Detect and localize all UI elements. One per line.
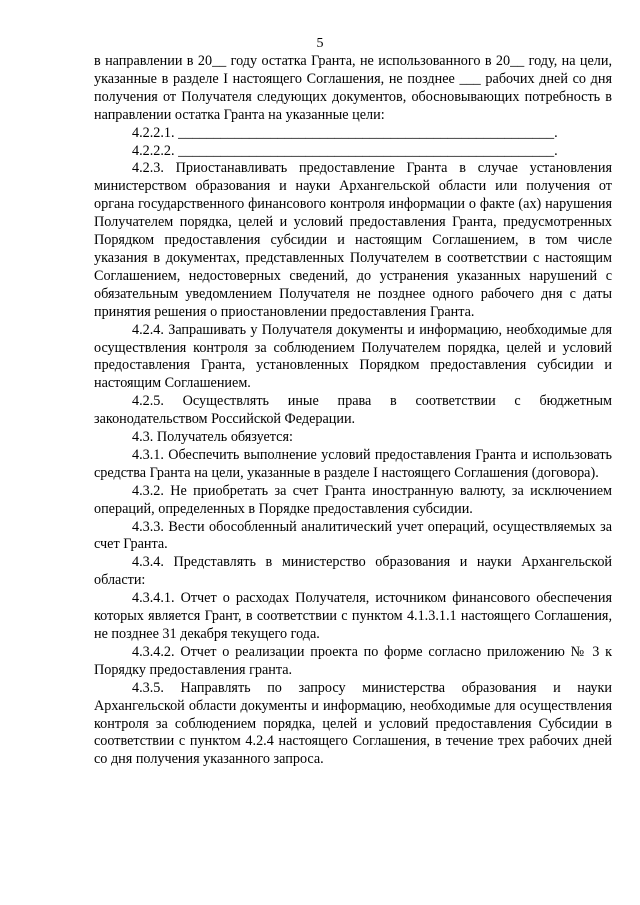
paragraph-4-2-5: 4.2.5. Осуществлять иные права в соответствии с бюджетным законодательством Российской Федерации. bbox=[94, 393, 612, 428]
page-number: 5 bbox=[316, 36, 324, 51]
paragraph-4-3-1: 4.3.1. Обеспечить выполнение условий предоставления Гранта и использовать средства Гранта на цели, указанные в разделе I настоящего Соглашения (договора). bbox=[94, 446, 612, 481]
paragraph-4-3-4-2: 4.3.4.2. Отчет о реализации проекта по форме согласно приложению № 3 к Порядку предоставления гранта. bbox=[94, 643, 612, 678]
paragraph-4-2-4: 4.2.4. Запрашивать у Получателя документы и информацию, необходимые для осуществления контроля за соблюдением Получателем порядка, целей и условий предоставления Гранта, установленных Порядком предоставления субсидии и настоящим Соглашением. bbox=[94, 321, 612, 392]
paragraph-4-3-4: 4.3.4. Представлять в министерство образования и науки Архангельской области: bbox=[94, 554, 612, 589]
paragraph-4-3-3: 4.3.3. Вести обособленный аналитический учет операций, осуществляемых за счет Гранта. bbox=[94, 518, 612, 553]
paragraph-4-2-2-1: 4.2.2.1. _____________________________________________________. bbox=[132, 124, 558, 141]
paragraph-4-2-2-2: 4.2.2.2. _____________________________________________________. bbox=[132, 142, 558, 159]
paragraph-4-2-3: 4.2.3. Приостанавливать предоставление Гранта в случае установления министерством образования и науки Архангельской области или получения от органа государственного финансового контроля информации о факте (ах) нарушения Получателем порядка, целей и условий предоставления Гранта, предусмотренных Порядком предоставления субсидии и настоящим Соглашением, в том числе указания в документах, представленных Получателем в соответствии с настоящим Соглашением, недостоверных сведений, до устранения указанных нарушений с обязательным уведомлением Получателя не позднее одного рабочего дня с даты принятия решения о приостановлении предоставления Гранта. bbox=[94, 160, 612, 320]
paragraph-continuation: в направлении в 20__ году остатка Гранта, не использованного в 20__ году, на цели, указанные в разделе I настоящего Соглашения, не позднее ___ рабочих дней со дня получения от Получателя следующих документов, обосновывающих потребность в направлении остатка Гранта на указанные цели: bbox=[94, 53, 612, 123]
paragraph-4-3: 4.3. Получатель обязуется: bbox=[132, 429, 293, 446]
paragraph-4-3-5: 4.3.5. Направлять по запросу министерства образования и науки Архангельской области документы и информацию, необходимые для осуществления контроля за соблюдением порядка, целей и условий предоставления Субсидии в соответствии с пунктом 4.2.4 настоящего Соглашения, в течение трех рабочих дней со дня получения указанного запроса. bbox=[94, 679, 612, 768]
document-body bbox=[94, 53, 612, 769]
paragraph-4-3-4-1: 4.3.4.1. Отчет о расходах Получателя, источником финансового обеспечения которых является Грант, в соответствии с пунктом 4.1.3.1.1 настоящего Соглашения, не позднее 31 декабря текущего года. bbox=[94, 590, 612, 642]
paragraph-4-3-2: 4.3.2. Не приобретать за счет Гранта иностранную валюту, за исключением операций, определенных в Порядке предоставления субсидии. bbox=[94, 482, 612, 517]
